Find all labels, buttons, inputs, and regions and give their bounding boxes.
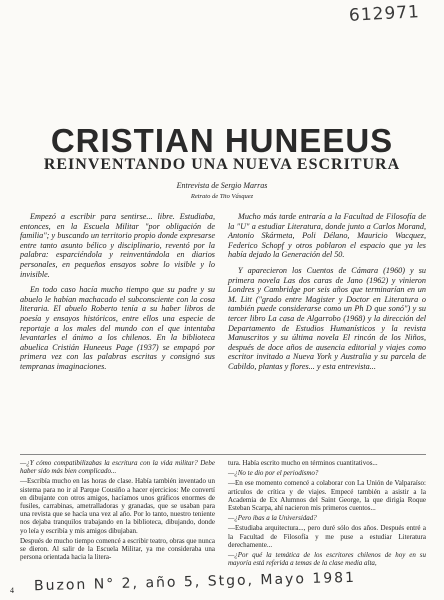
interview-answer: —Estudiaba arquitectura..., pero duré sólo dos años. Después entré a la Facultad de Filosofía y me puse a estudiar Literatura derechamente... bbox=[228, 524, 426, 549]
interview-question: —¿No te dio por el periodismo? bbox=[228, 469, 319, 478]
interview-question: —¿Y cómo compatibilizabas la escritura con la vida militar? Debe haber sido más bien complicado... bbox=[20, 459, 215, 476]
handwritten-catalog-number: 612971 bbox=[348, 2, 421, 26]
intro-paragraph: En todo caso hacía mucho tiempo que su padre y su abuelo le habían machacado el subconsciente con la cosa literaria. El abuelo Roberto tenía a su haber libros de poesía y ensayos históricos, entre ellos una especie de reportaje a los males del mundo con el que intentaba levantarles el ánimo a los chilenos. En la biblioteca abuelica Cristián Huneeus Page (1937) se empapó por primera vez con las palabras escritas y consignó sus tempranas imaginaciones. bbox=[20, 285, 215, 371]
intro-column-right bbox=[228, 212, 426, 378]
interview-answer: Después de mucho tiempo comencé a escribir teatro, obras que nunca se dieron. Al salir de la Escuela Militar, ya me consideraba una persona orientada hacia la litera- bbox=[20, 536, 215, 562]
handwritten-source-note: Buzon N° 2, año 5, Stgo, Mayo 1981 bbox=[33, 569, 357, 595]
section-divider bbox=[20, 454, 426, 455]
intro-column-left bbox=[20, 212, 215, 378]
interview-column-right bbox=[228, 459, 426, 569]
article-subtitle: REINVENTANDO UNA NUEVA ESCRITURA bbox=[43, 156, 401, 173]
interview-answer: tura. Había escrito mucho en términos cuantitativos... bbox=[228, 459, 378, 467]
page-number: 4 bbox=[10, 586, 14, 595]
intro-paragraph: Empezó a escribir para sentirse... libre. Estudiaba, entonces, en la Escuela Militar "por obligación de familia"; y buscando un territorio propio donde expresarse entre tanto asunto bélico y disciplinario, reventó por la palabra: esparciéndola y reinventándola en diarios personales, en pequeños ensayos sobre lo visible y lo invisible. bbox=[20, 212, 215, 279]
interview-answer: —Escribía mucho en las horas de clase. Había también inventado un sistema para no ir al Parque Cousiño a hacer ejercicios: Me convertí en dibujante con otros amigos, hacíamos unos gráficos enormes de fusiles, carrabinas, ametralladoras y granadas, que se usaban para una revista que se hacía una vez al año. Por lo tanto, nuestro teniente nos dejaba tranquilos trabajando en la biblioteca, dibujando, donde yo leía y escribía y mis amigos dibujaban. bbox=[20, 477, 215, 535]
interviewer-byline: Entrevista de Sergio Marras bbox=[176, 181, 268, 190]
interview-question: —¿Pero ibas a la Universidad? bbox=[228, 514, 317, 523]
intro-paragraph: Mucho más tarde entraría a la Facultad de Filosofía de la "U" a estudiar Literatura, donde junto a Carlos Morand, Antonio Skármeta, Poli Délano, Mauricio Wacquez, Federico Schopf y otros poblaron el espacio que ya les había dejado la Generación del 50. bbox=[228, 212, 426, 260]
interview-question: —¿Por qué la temática de los escritores chilenos de hoy en su mayoría está referida a temas de la clase media alta, bbox=[228, 551, 426, 568]
intro-paragraph: Y aparecieron los Cuentos de Cámara (1960) y su primera novela Las dos caras de Jano (1962) y vinieron Londres y Cambridge por seis años que terminarían en un M. Litt ("grado entre Magister y Doctor en Literatura o también puede considerarse como un Ph D que sonó") y su tercer libro La casa de Algarrobo (1968) y la dirección del Departamento de Estudios Humanísticos y la revista Manuscritos y su última novela El rincón de los Niños, después de doce años de ausencia editorial y viajes como escritor invitado a Nueva York y Australia y su parcela de Cabildo, plantas y flores... y esta entrevista... bbox=[228, 265, 426, 371]
photo-credit: Retrato de Tito Vásquez bbox=[190, 193, 254, 200]
interview-answer: —En ese momento comencé a colaborar con La Unión de Valparaíso: artículos de crítica y de viajes. Empecé también a asistir a la Academia de Ex Alumnos del Saint George, la que dirigía Roque Esteban Scarpa, ahí nacieron mis primeros cuentos... bbox=[228, 479, 426, 513]
article-title: CRISTIAN HUNEEUS bbox=[50, 122, 394, 159]
interview-column-left bbox=[20, 459, 215, 563]
